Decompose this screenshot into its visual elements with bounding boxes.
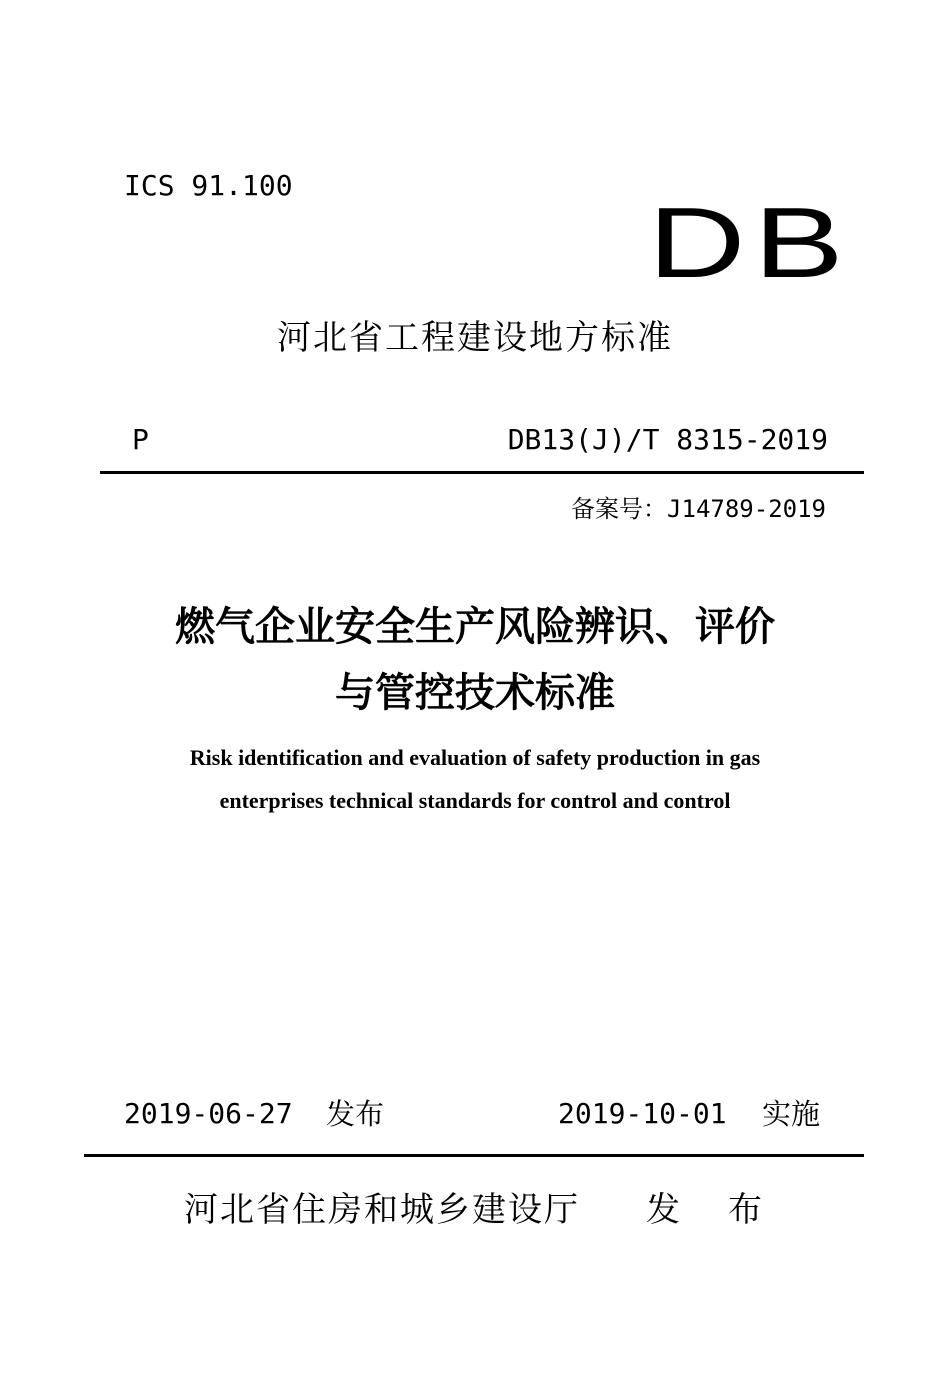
title-en-line-2: enterprises technical standards for control and control	[219, 788, 731, 813]
ics-code: ICS 91.100	[124, 169, 293, 202]
issue-label: 发布	[326, 1097, 385, 1131]
title-cn-line-2: 与管控技术标准	[335, 669, 615, 716]
classification-code: P	[132, 423, 149, 456]
issue-date: 2019-06-27	[124, 1097, 293, 1130]
bottom-divider	[84, 1154, 864, 1157]
top-divider	[100, 471, 864, 474]
standard-number: DB13(J)/T 8315-2019	[507, 423, 828, 456]
implement-label: 实施	[762, 1097, 821, 1131]
record-number: 备案号：J14789-2019	[571, 495, 826, 523]
standard-category: 河北省工程建设地方标准	[277, 318, 673, 358]
title-cn-line-1: 燃气企业安全生产风险辨识、评价	[175, 603, 775, 650]
title-en-line-1: Risk identification and evaluation of safety production in gas	[189, 745, 761, 770]
publish-word-1: 发	[646, 1190, 680, 1230]
publish-word-2: 布	[728, 1190, 762, 1230]
db-standard-mark: DB	[648, 187, 852, 299]
implement-date: 2019-10-01	[558, 1097, 727, 1130]
publisher-name: 河北省住房和城乡建设厅	[184, 1190, 580, 1230]
